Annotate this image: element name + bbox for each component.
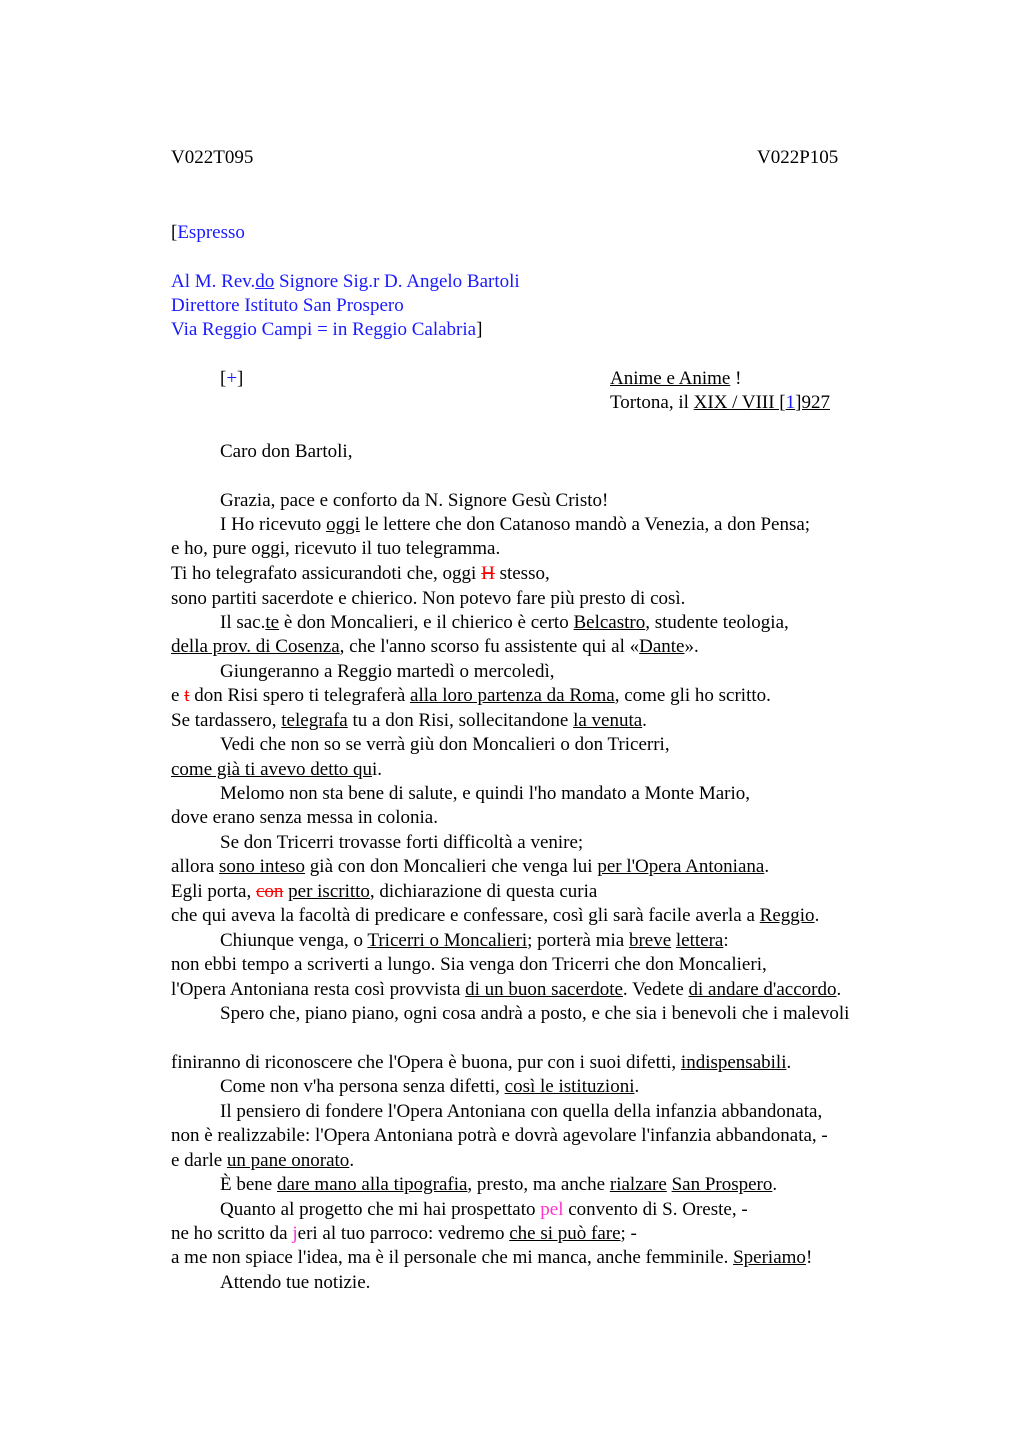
salutation: Caro don Bartoli,	[220, 441, 353, 462]
dateline: Tortona, il XIX / VIII [1]927	[610, 392, 830, 413]
body-line: a me non spiace l'idea, ma è il personale che mi manca, anche femminile. Speriamo!	[171, 1247, 813, 1268]
body-line: Grazia, pace e conforto da N. Signore Gesù Cristo!	[220, 490, 609, 511]
body-line: e darle un pane onorato.	[171, 1150, 355, 1171]
body-line: Ti ho telegrafato assicurandoti che, oggi H stesso,	[171, 563, 550, 584]
body-line: e t don Risi spero ti telegraferà alla loro partenza da Roma, come gli ho scritto.	[171, 685, 771, 706]
body-line: l'Opera Antoniana resta così provvista di un buon sacerdote. Vedete di andare d'accordo.	[171, 979, 842, 1000]
body-line: È bene dare mano alla tipografia, presto, ma anche rialzare San Prospero.	[220, 1174, 778, 1195]
body-line: Se tardassero, telegrafa tu a don Risi, sollecitandone la venuta.	[171, 710, 647, 731]
espresso-label: [Espresso	[171, 222, 245, 243]
body-line: ne ho scritto da jeri al tuo parroco: vedremo che si può fare; -	[171, 1223, 637, 1244]
address-line-street: Via Reggio Campi = in Reggio Calabria]	[171, 319, 483, 340]
body-line: come già ti avevo detto qui.	[171, 759, 383, 780]
body-line: Vedi che non so se verrà giù don Moncalieri o don Tricerri,	[220, 734, 670, 755]
address-line-title: Direttore Istituto San Prospero	[171, 295, 404, 316]
body-line: Se don Tricerri trovasse forti difficoltà a venire;	[220, 832, 584, 853]
cross-mark: [+]	[220, 368, 244, 389]
body-line: Il sac.te è don Moncalieri, e il chierico è certo Belcastro, studente teologia,	[220, 612, 789, 633]
body-line: Chiunque venga, o Tricerri o Moncalieri; porterà mia breve lettera:	[220, 930, 729, 951]
body-line: finiranno di riconoscere che l'Opera è buona, pur con i suoi difetti, indispensabili.	[171, 1052, 792, 1073]
body-line: Spero che, piano piano, ogni cosa andrà a posto, e che sia i benevoli che i malevoli	[220, 1003, 850, 1024]
body-line: Giungeranno a Reggio martedì o mercoledì,	[220, 661, 555, 682]
address-line-recipient: Al M. Rev.do Signore Sig.r D. Angelo Bartoli	[171, 271, 520, 292]
body-line: sono partiti sacerdote e chierico. Non potevo fare più presto di così.	[171, 588, 686, 609]
body-line: della prov. di Cosenza, che l'anno scorso fu assistente qui al «Dante».	[171, 636, 699, 657]
body-line: Il pensiero di fondere l'Opera Antoniana con quella della infanzia abbandonata,	[220, 1101, 823, 1122]
document-code-left: V022T095	[171, 147, 254, 168]
document-code-right: V022P105	[757, 147, 839, 168]
body-line: Melomo non sta bene di salute, e quindi l'ho mandato a Monte Mario,	[220, 783, 751, 804]
body-line: e ho, pure oggi, ricevuto il tuo telegramma.	[171, 538, 501, 559]
body-line: che qui aveva la facoltà di predicare e confessare, così gli sarà facile averla a Reggio.	[171, 905, 820, 926]
body-line: allora sono inteso già con don Moncalieri che venga lui per l'Opera Antoniana.	[171, 856, 770, 877]
body-line: I Ho ricevuto oggi le lettere che don Catanoso mandò a Venezia, a don Pensa;	[220, 514, 811, 535]
body-line: dove erano senza messa in colonia.	[171, 807, 438, 828]
body-line: Quanto al progetto che mi hai prospettato pel convento di S. Oreste, -	[220, 1199, 748, 1220]
closing-line: Attendo tue notizie.	[220, 1272, 371, 1293]
body-line: Come non v'ha persona senza difetti, così le istituzioni.	[220, 1076, 640, 1097]
body-line: Egli porta, con per iscritto, dichiarazione di questa curia	[171, 881, 598, 902]
motto: Anime e Anime !	[610, 368, 742, 389]
body-line: non ebbi tempo a scriverti a lungo. Sia venga don Tricerri che don Moncalieri,	[171, 954, 767, 975]
body-line: non è realizzabile: l'Opera Antoniana potrà e dovrà agevolare l'infanzia abbandonata, -	[171, 1125, 828, 1146]
